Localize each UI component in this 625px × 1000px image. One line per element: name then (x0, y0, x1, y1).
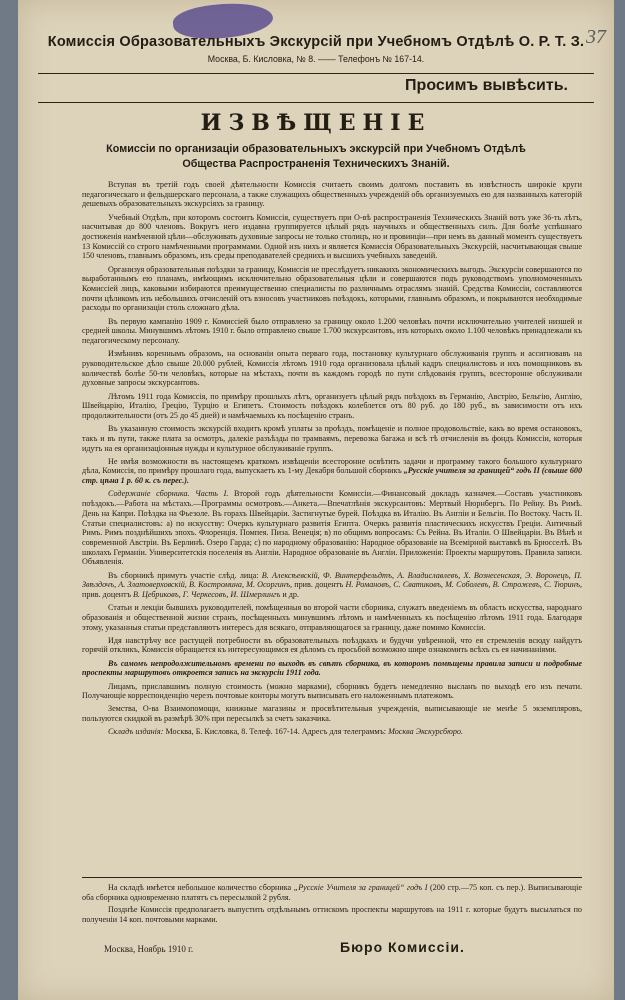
footer-text (82, 883, 582, 928)
paragraph: Въ указанную стоимость экскурсій входитъ кромѣ уплаты за проѣздъ, помѣщеніе и полное продовольствіе, какъ во время остановокъ, такъ и въ пути, также плата за осмотръ, далекіе разъѣзды по трамваямъ, перевозка багажа и всѣ тѣ отчисленія въ фондъ Комиссіи, которыя идутъ на ея организаціонныя нужды и культурное обслуживаніе группъ. (82, 424, 582, 453)
page-number: 37 (586, 26, 606, 48)
paragraph (82, 457, 582, 486)
paragraph: Лѣтомъ 1911 года Комиссія, по примѣру прошлыхъ лѣтъ, организуетъ цѣлый рядъ поѣздокъ въ Германію, Австрію, Бельгію, Англію, Швейцарію, Италію, Грецію, Турцію и Египетъ. Стоимость поѣздокъ колеблется отъ 80 руб. до 180 руб., въ зависимости отъ ихъ продолжительности (отъ 25 до 45 дней) и намѣчаемыхъ къ посѣщенію странъ. (82, 391, 582, 420)
text-run: Не имѣя возможности въ настоящемъ краткомъ извѣщеніи всесторонне освѣтить задачи и программу такого большого культурнаго дѣла, Комиссія, по примѣру прошлаго года, выпускаетъ къ 1-му Декабря большой сборникъ (82, 456, 582, 476)
contributor-names: В. Алексѣевскій, Ф. Винтерфельдтъ, А. Владиславлевъ, Х. Вознесенская, Э. Воронецъ, П. Звѣздочъ, А. Златоверховскій, В. Костромина, М. Осоргинъ, (82, 570, 582, 590)
paragraph (82, 571, 582, 600)
subtitle-line: Общества Распространенія Техническихъ Знаній. (182, 158, 450, 170)
request-notice: Просимъ вывѣсить. (405, 77, 568, 94)
footer-rule (82, 877, 582, 878)
text-run: и др. (280, 589, 300, 599)
organization-name: Комиссія Образовательныхъ Экскурсій при Учебномъ Отдѣлѣ О. Р. Т. З. (47, 34, 585, 50)
collection-title: „Русскіе Учителя за границей“ годъ I (293, 883, 428, 892)
signature: Бюро Комиссіи. (340, 939, 465, 955)
document-title: ИЗВѢЩЕНІЕ (200, 110, 432, 136)
paragraph: Статьи и лекціи бывшихъ руководителей, помѣщенныя во второй части сборника, служатъ введеніемъ въ область искусства, народнаго образованія и общественной жизни странъ, посѣщенныхъ минувшимъ лѣтомъ и намѣченныхъ къ посѣщенію лѣтомъ 1911 года. Благодаря этому, указанныя статьи представляютъ интересъ для всякаго, отправляющагося за границу, даже помимо Комиссіи. (82, 603, 582, 632)
title-rule (38, 102, 594, 103)
text-run: Въ сборникѣ примутъ участіе слѣд. лица: (108, 570, 262, 580)
address-line: Москва, Б. Кисловка, № 8. —— Телефонъ № 167-14. (207, 54, 425, 64)
contributor-names: Н. Романовъ, С. Сватиковъ, М. Соболевъ, В. Строжевъ, С. Тюринъ, (345, 580, 582, 590)
paragraph: Въ первую кампанію 1909 г. Комиссіей было отправлено за границу около 1.200 человѣкъ почти исключительно учителей низшей и средней школы. Минувшимъ лѣтомъ 1910 г. было отправлено свыше 1.700 экскурсантовъ, изъ которыхъ около 1.100 человѣкъ принадлежали къ педагогическому персоналу. (82, 316, 582, 346)
paragraph: Организуя образовательныя поѣздки за границу, Комиссія не преслѣдуетъ никакихъ экономическихъ выгодъ. Экскурсіи совершаются по выработаннымъ ею планамъ, имѣющимъ исключительно образовательныя цѣли и совершаются подъ руководствомъ уполномоченныхъ Комиссіей лицъ, каковыми избираются преимущественно специалисты по различнымъ отраслямъ знаній. Средства Комиссіи, составляются почти цѣликомъ изъ небольшихъ отчисленій отъ взносовъ участниковъ поѣздокъ, которыми, главнымъ образомъ, и покрываются необходимые расходы по организаціи столь сложнаго дѣла. (82, 264, 582, 313)
warehouse-label: Складъ изданія: (108, 727, 164, 737)
collection-title: „Русскіе учителя за границей“ годъ II (свыше 600 стр. цѣна 1 р. 60 к. съ перес.). (82, 466, 583, 486)
contents-label: Содержаніе сборника. Часть I. (108, 489, 229, 499)
paragraph (82, 883, 582, 902)
text-run: (200 стр.—75 коп. съ пер.). Выписывающіе оба сборника одновременно платятъ съ пересылкой 2 рубля. (82, 883, 582, 902)
paragraph: Земства, О-ва Взаимопомощи, книжные магазины и просвѣтительныя учрежденія, выписывающіе не менѣе 5 экземпляровъ, пользуются скидкой въ размѣрѣ 30% при пересылкѣ за счетъ заказчика. (82, 704, 582, 724)
body-text (82, 180, 582, 741)
telegram-address: Москва Экскурсбюро. (388, 727, 463, 737)
text-run: На складѣ имѣется небольшое количество сборника (108, 883, 294, 892)
contributor-names: В. Цебриковъ, Г. Черкесовъ, И. Шмерлингъ (132, 589, 281, 599)
text-run: прив. доцентъ (82, 589, 133, 599)
subtitle-line: Комиссіи по организаціи образовательныхъ экскурсій при Учебномъ Отдѣлѣ (106, 143, 526, 155)
paragraph: Вступая въ третій годъ своей дѣятельности Комиссія считаетъ своимъ долгомъ поставить въ извѣстность широкіе круги педагогическаго и фельдшерскаго персонала, а также служащихъ общественныхъ учрежденій объ организуемыхъ ею для названныхъ категорій дешевыхъ образовательныхъ экскурсіяхъ за границу. (82, 180, 582, 209)
paragraph (82, 727, 582, 737)
place-date: Москва, Ноябрь 1910 г. (104, 944, 194, 954)
paragraph: Позднѣе Комиссія предполагаетъ выпустить отдѣльнымъ оттискомъ проспекты маршрутовъ на 1911 г. которые будутъ высылаться по полученіи 14 коп. почтовыми марками. (82, 905, 582, 925)
paragraph: Учебный Отдѣлъ, при которомъ состоитъ Комиссія, существуетъ при О-вѣ распространенія Техническихъ Знаній вотъ уже 36-ть лѣтъ, насчитывая до 800 членовъ. Вокругъ него издавна группируется цѣлый рядъ научныхъ и общественныхъ силъ. Для болѣе успѣшнаго достиженія намѣченной цѣли—обслуживать духовные запросы не только столицъ, но и провинціи—при немъ въ данный моментъ существуетъ 13 Комиссій со строго намѣченными программами. Одной изъ нихъ и является Комиссія Образовательныхъ Экскурсій, насчитывающая свыше 150 членовъ, главнымъ образомъ, изъ среды преподавателей среднихъ и высшихъ учебныхъ заведеній. (82, 212, 582, 261)
text-run: Второй годъ дѣятельности Комиссіи.—Финансовый докладъ казначея.—Составъ участниковъ поѣздокъ.—Работа на мѣстахъ.—Программы осмотровъ.—Анкета.—Впечатлѣнія экскурсантовъ: Мертвый Нюрнбергъ. По Рейну. Въ Римѣ. День на Капри. Поѣздка на Фьезоле. Въ горахъ Швейцаріи. Застигнутые бурей. Поѣздка въ Италію. Въ Англіи и Бельгіи. По Востоку. Часть II. Статьи специалистовъ: а) по искусству: Очеркъ культурнаго развитія Египта. Очеркъ развитія пластическихъ искусствъ Греціи. Античный Римъ. Римъ позднѣйшихъ эпохъ. Флоренція. Помпея. Пиза. Венеція; в) по общимъ вопросамъ: Съ Рейна. Въ Италіи. О Швейцаріи. Въ Вѣнѣ и современной Австріи. Въ Берлинѣ. Озеро Гарда; с) по народному образованію: Народное образованіе на Всемірной выставкѣ въ Брюсселѣ. Въ школахъ Германіи. Университетскія поселенія въ Англіи. Народное образованіе въ Англіи. Приложенія: Проекты маршрутовъ. Правила записи. Объявленія. (82, 489, 582, 567)
document-subtitle (58, 142, 574, 172)
text-run: Москва, Б. Кисловка, 8. Телеф. 167-14. Адресъ для телеграммъ: (163, 727, 389, 737)
letterhead (18, 34, 614, 64)
paragraph: Идя навстрѣчу все растущей потребности въ образовательныхъ поѣздкахъ и будучи увѣренной, что ея стремленія всюду найдутъ горячій откликъ, Комиссія обращается къ интересующимся ея дѣломъ съ просьбой возможно шире ознакомить всѣхъ съ ея начинаніями. (82, 635, 582, 655)
document-page (18, 0, 614, 1000)
header-rule (38, 73, 594, 74)
paragraph (82, 489, 582, 567)
text-run: прив. доцентъ (292, 580, 346, 590)
paragraph: Лицамъ, приславшимъ полную стоимость (можно марками), сборникъ будетъ немедленно высланъ по выходѣ его изъ печати. Получающіе корреспонденцію черезъ почтовые конторы могутъ выписывать его наложеннымъ платежомъ. (82, 681, 582, 701)
registration-note: Въ самомъ непродолжительномъ времени по выходѣ въ свѣтъ сборника, въ которомъ помѣщены правила записи и подробные проспекты маршрутовъ откроется запись на экскурсіи 1911 года. (82, 658, 582, 678)
paragraph: Измѣнивъ кореннымъ образомъ, на основаніи опыта перваго года, постановку культурнаго обслуживанія группъ и ассигновавъ на руководительское дѣло свыше 20.000 рублей, Комиссія лѣтомъ 1910 года организовала цѣлый кадръ специалистовъ и ихъ помощниковъ въ количествѣ болѣе 50-ти человѣкъ, которые на мѣстахъ, почти въ каждомъ городѣ по пути слѣдованія группъ, всесторонне обслуживали духовные запросы экскурсантовъ. (82, 349, 582, 388)
